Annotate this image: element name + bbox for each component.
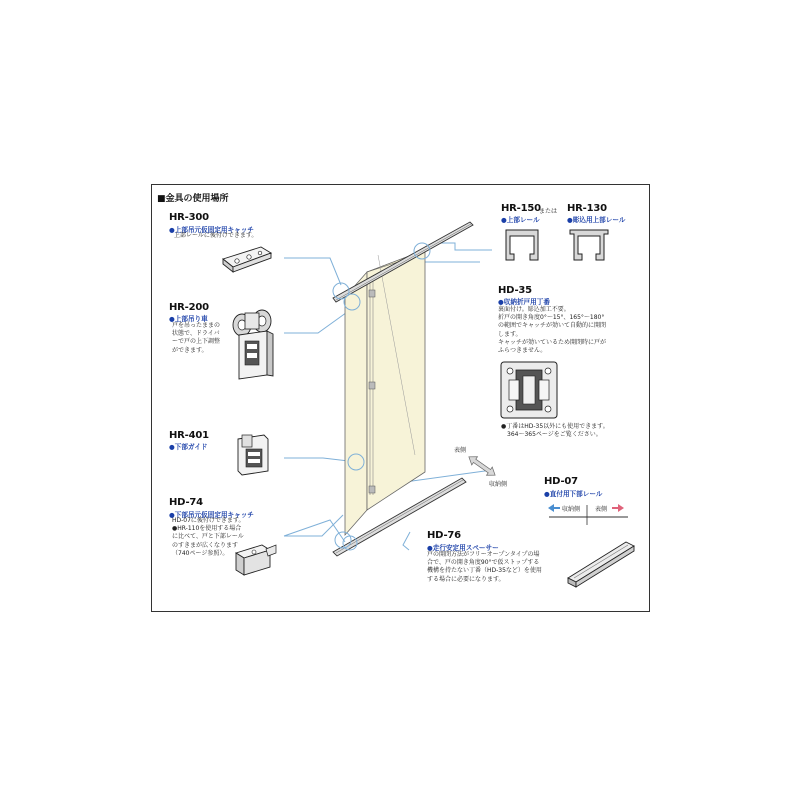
arrow-left-icon (548, 504, 560, 512)
hd07-right-label: 表側 (595, 506, 608, 513)
folding-door-panels (345, 250, 425, 535)
hd35-hinge-illustration (501, 362, 557, 418)
hd74-desc: HD-07に後付けできます。 ●HR-110を使用する場合 に比べて、戸と下部レール のすきまが広くなります （740ページ参照）。 (172, 517, 245, 557)
hd35-desc: 裏面付け。彫込加工不要。 折戸の開き角度0°～15°、165°～180° の範囲でキャッチが効いて自動的に開閉 します。 キャッチが効いているため開閉時に戸が ふらつきません。 (498, 306, 607, 355)
hr300-code: HR-300 (169, 212, 209, 223)
hr150-profile-illustration (506, 230, 538, 260)
hr401-code: HR-401 (169, 430, 209, 441)
hd35-footnote: ●丁番はHD-35以外にも使用できます。 364～365ページをご覧ください。 (501, 423, 609, 439)
door-panel-right (367, 250, 425, 510)
direction-front-label: 表側 (454, 447, 467, 454)
hd07-code: HD-07 (544, 476, 578, 487)
hr401-guide-illustration (238, 435, 268, 475)
hr200-roller-illustration (233, 310, 273, 379)
hr401-name: ●下部ガイド (169, 443, 208, 451)
hd74-name: ●下部吊元仮固定用キャッチ (169, 511, 254, 519)
hr150-name: ●上部レール (501, 216, 540, 224)
direction-arrow-icon (466, 453, 498, 480)
hd74-code: HD-74 (169, 497, 203, 508)
hinge-marker-top (369, 290, 375, 297)
hr130-code: HR-130 (567, 203, 607, 214)
hd35-code: HD-35 (498, 285, 532, 296)
hd07-name: ●直付用下部レール (544, 490, 603, 498)
door-panel-left (345, 272, 367, 535)
hr300-name: ●上部吊元仮固定用キャッチ (169, 226, 254, 234)
hinge-marker-bottom (369, 486, 375, 493)
hr200-desc: 戸を吊ったままの 状態で、ドライバ ーで戸の上下調整 ができます。 (172, 322, 221, 354)
hd76-spacer-illustration (568, 542, 634, 587)
arrow-right-icon (612, 504, 624, 512)
direction-storage-label: 収納側 (489, 481, 508, 488)
hr300-catch-illustration (223, 247, 271, 272)
hd35-name: ●収納折戸用丁番 (498, 298, 550, 306)
hr130-name: ●彫込用上部レール (567, 216, 626, 224)
hinge-marker-mid (369, 382, 375, 389)
hr200-name: ●上部吊り車 (169, 315, 208, 323)
hd76-code: HD-76 (427, 530, 461, 541)
hd07-direction-indicator (548, 504, 628, 525)
hd76-desc: 戸の開閉方法がフリーオープンタイプの場 合で、戸の開き角度90°で仮ストップする 機構を持たない丁番（HD-35など）を使用 する場合に必要になります。 (427, 551, 542, 583)
hr200-code: HR-200 (169, 302, 209, 313)
hr300-desc: 上部レールに後付けできます。 (174, 232, 258, 239)
hd07-left-label: 収納側 (562, 506, 581, 513)
hr150-connector: または (539, 208, 558, 215)
section-title: ■金具の使用場所 (157, 194, 229, 204)
hr130-profile-illustration (570, 230, 608, 260)
hd76-name: ●走行安定用スペーサー (427, 544, 499, 552)
hr150-code: HR-150 (501, 203, 541, 214)
